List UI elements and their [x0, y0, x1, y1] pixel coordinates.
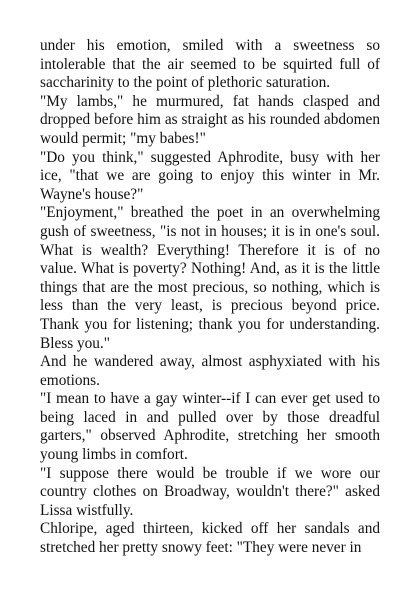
paragraph: And he wandered away, almost asphyxiated with his emotions.	[40, 353, 380, 389]
paragraph: "Do you think," suggested Aphrodite, busy with her ice, "that we are going to enjoy this winter in Mr. Wayne's house?"	[40, 148, 380, 203]
paragraph: "Enjoyment," breathed the poet in an overwhelming gush of sweetness, "is not in houses; it is in one's soul. What is wealth? Everything! Therefore it is of no value. What is poverty? Nothing! And, as it is the little things that are the most precious, so nothing, which is less than the very least, is precious beyond price. Thank you for listening; thank you for understanding. Bless you."	[40, 204, 380, 352]
paragraph: "My lambs," he murmured, fat hands clasped and dropped before him as straight as his rounded abdomen would permit; "my babes!"	[40, 92, 380, 147]
paragraph: "I mean to have a gay winter--if I can ever get used to being laced in and pulled over by those dreadful garters," observed Aphrodite, stretching her smooth young limbs in comfort.	[40, 390, 380, 464]
paragraph: under his emotion, smiled with a sweetness so intolerable that the air seemed to be squirted full of saccharinity to the point of plethoric saturation.	[40, 37, 380, 92]
paragraph: "I suppose there would be trouble if we wore our country clothes on Broadway, wouldn't there?" asked Lissa wistfully.	[40, 464, 380, 519]
document-page	[40, 37, 380, 558]
paragraph: Chloripe, aged thirteen, kicked off her sandals and stretched her pretty snowy feet: "They were never in	[40, 520, 380, 557]
